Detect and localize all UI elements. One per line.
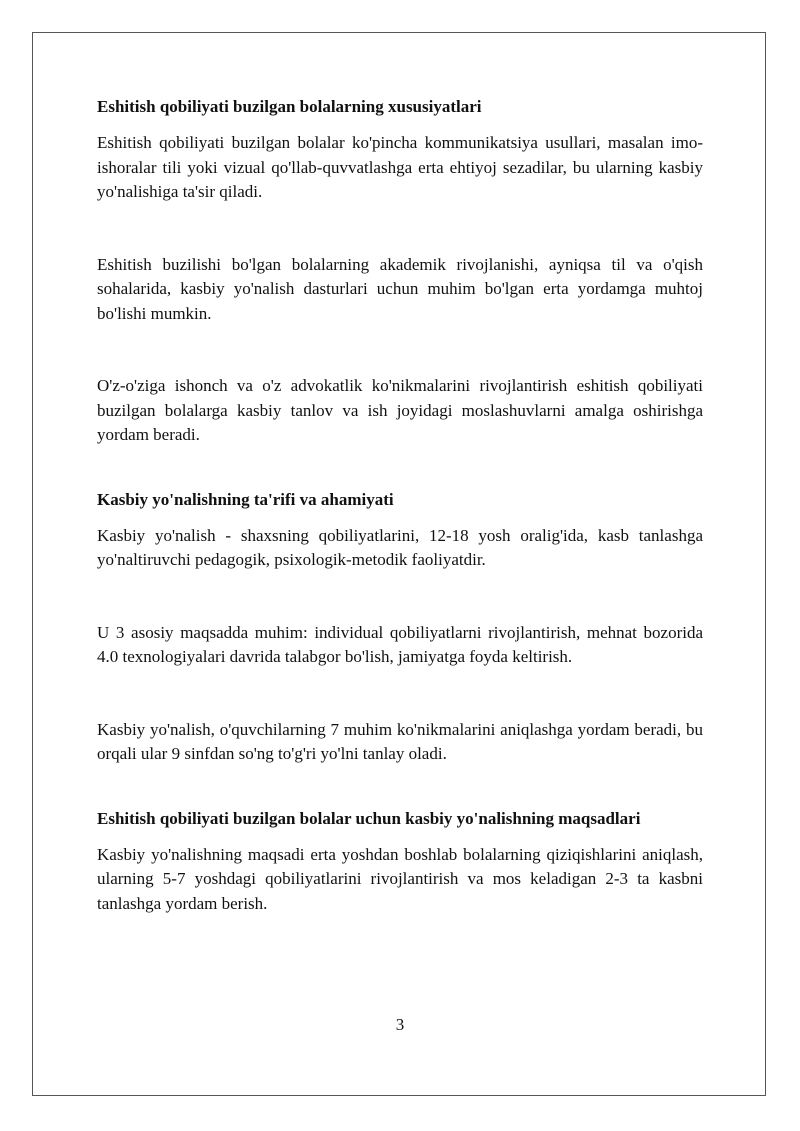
section-heading: Eshitish qobiliyati buzilgan bolalarning xususiyatlari (97, 97, 482, 116)
section-heading: Kasbiy yo'nalishning ta'rifi va ahamiyati (97, 489, 394, 509)
paragraph: U 3 asosiy maqsadda muhim: individual qobiliyatlarni rivojlantirish, mehnat bozorida 4.0 texnologiyalari davrida talabgor bo'lish, jamiyatga foyda keltirish. (97, 622, 703, 666)
document-body (97, 95, 703, 916)
paragraph: O'z-o'ziga ishonch va o'z advokatlik ko'nikmalarini rivojlantirish eshitish qobiliyati buzilgan bolalarga kasbiy tanlov va ish joyidagi moslashuvlarni amalga oshirishga yordam beradi. (97, 376, 703, 444)
paragraph: Kasbiy yo'nalish, o'quvchilarning 7 muhim ko'nikmalarini aniqlashga yordam beradi, bu orqali ular 9 sinfdan so'ng to'g'ri yo'lni tanlay oladi. (97, 719, 703, 763)
paragraph: Kasbiy yo'nalishning maqsadi erta yoshdan boshlab bolalarning qiziqishlarini aniqlash, ularning 5-7 yoshdagi qobiliyatlarini rivojlantirish va mos keladigan 2-3 ta kasbni tanlashga yordam berish. (97, 844, 703, 913)
page-number: 3 (395, 1015, 405, 1034)
section-heading: Eshitish qobiliyati buzilgan bolalar uchun kasbiy yo'nalishning maqsadlari (97, 808, 641, 828)
paragraph: Kasbiy yo'nalish - shaxsning qobiliyatlarini, 12-18 yosh oralig'ida, kasb tanlashga yo'naltiruvchi pedagogik, psixologik-metodik faoliyatdir. (97, 525, 703, 569)
paragraph: Eshitish buzilishi bo'lgan bolalarning akademik rivojlanishi, ayniqsa til va o'qish sohalarida, kasbiy yo'nalish dasturlari uchun muhim bo'lgan erta yordamga muhtoj bo'lishi mumkin. (97, 254, 703, 323)
paragraph: Eshitish qobiliyati buzilgan bolalar ko'pincha kommunikatsiya usullari, masalan imo-ishoralar tili yoki vizual qo'llab-quvvatlashga erta ehtiyoj sezadilar, bu ularning kasbiy yo'nalishiga ta'sir qiladi. (97, 133, 703, 201)
